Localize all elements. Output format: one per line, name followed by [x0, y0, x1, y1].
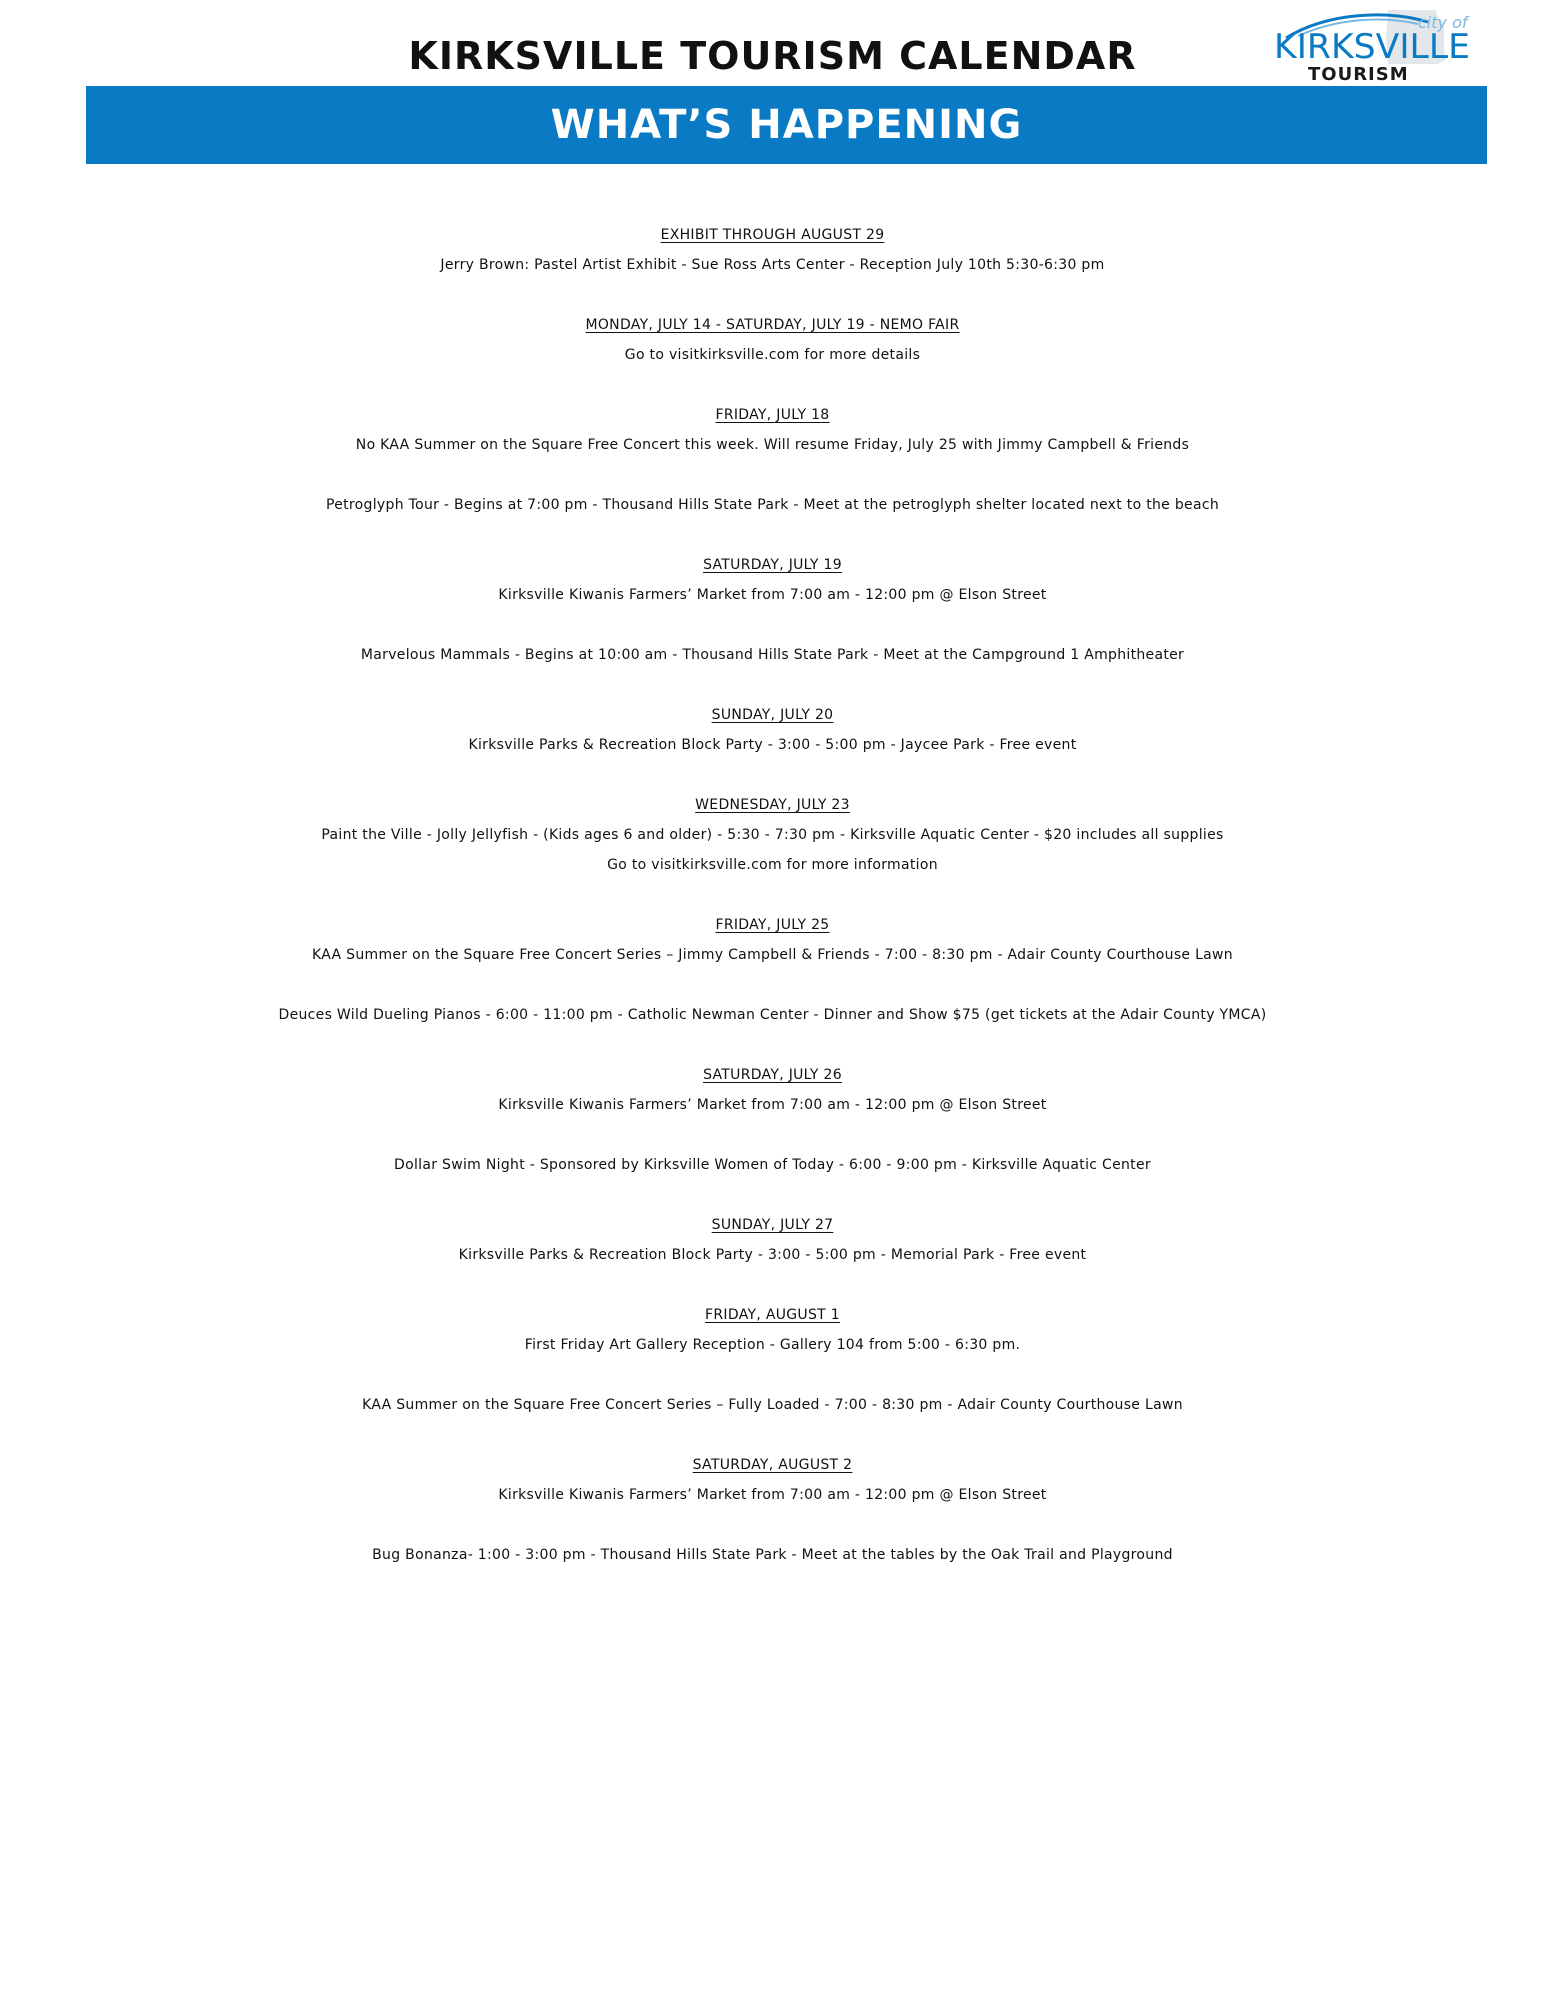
calendar-section [0, 1450, 1545, 1570]
event-line: Kirksville Parks & Recreation Block Party - 3:00 - 5:00 pm - Jaycee Park - Free event [468, 737, 1077, 753]
date-heading: WEDNESDAY, JULY 23 [695, 797, 850, 813]
date-heading: SATURDAY, JULY 19 [703, 557, 842, 573]
event-line: Bug Bonanza- 1:00 - 3:00 pm - Thousand Hills State Park - Meet at the tables by the Oak Trail and Playground [372, 1547, 1173, 1563]
event-spacer [0, 1510, 1545, 1540]
page-title: KIRKSVILLE TOURISM CALENDAR [408, 34, 1137, 78]
event-spacer [0, 460, 1545, 490]
event-line: KAA Summer on the Square Free Concert Series – Jimmy Campbell & Friends - 7:00 - 8:30 pm - Adair County Courthouse Lawn [312, 947, 1233, 963]
date-heading: SATURDAY, JULY 26 [703, 1067, 842, 1083]
date-heading: FRIDAY, AUGUST 1 [705, 1307, 840, 1323]
date-heading: SUNDAY, JULY 27 [711, 1217, 834, 1233]
event-line: Jerry Brown: Pastel Artist Exhibit - Sue Ross Arts Center - Reception July 10th 5:30-6:30 pm [440, 257, 1105, 273]
calendar-section [0, 910, 1545, 1030]
date-heading: FRIDAY, JULY 25 [715, 917, 830, 933]
event-line: Go to visitkirksville.com for more details [624, 347, 921, 363]
event-line: Kirksville Kiwanis Farmers’ Market from 7:00 am - 12:00 pm @ Elson Street [498, 1487, 1047, 1503]
event-line: Dollar Swim Night - Sponsored by Kirksville Women of Today - 6:00 - 9:00 pm - Kirksville Aquatic Center [394, 1157, 1151, 1173]
event-line: Kirksville Kiwanis Farmers’ Market from 7:00 am - 12:00 pm @ Elson Street [498, 1097, 1047, 1113]
date-heading: MONDAY, JULY 14 - SATURDAY, JULY 19 - NEMO FAIR [585, 317, 960, 333]
event-spacer [0, 970, 1545, 1000]
event-line: No KAA Summer on the Square Free Concert this week. Will resume Friday, July 25 with Jimmy Campbell & Friends [355, 437, 1190, 453]
calendar-section [0, 1060, 1545, 1180]
calendar-section [0, 400, 1545, 520]
calendar-section [0, 550, 1545, 670]
calendar-section [0, 700, 1545, 760]
kirksville-tourism-logo [1268, 8, 1478, 84]
event-line: Petroglyph Tour - Begins at 7:00 pm - Thousand Hills State Park - Meet at the petroglyph shelter located next to the beach [325, 497, 1219, 513]
calendar-section [0, 220, 1545, 280]
event-line: First Friday Art Gallery Reception - Gallery 104 from 5:00 - 6:30 pm. [524, 1337, 1021, 1353]
event-spacer [0, 610, 1545, 640]
event-line: Kirksville Kiwanis Farmers’ Market from 7:00 am - 12:00 pm @ Elson Street [498, 587, 1047, 603]
event-line: Marvelous Mammals - Begins at 10:00 am - Thousand Hills State Park - Meet at the Campground 1 Amphitheater [360, 647, 1185, 663]
date-heading: EXHIBIT THROUGH AUGUST 29 [660, 227, 885, 243]
event-line: Go to visitkirksville.com for more information [607, 857, 938, 873]
calendar-section [0, 310, 1545, 370]
banner-text: WHAT’S HAPPENING [550, 102, 1023, 148]
date-heading: SUNDAY, JULY 20 [711, 707, 834, 723]
event-line: Deuces Wild Dueling Pianos - 6:00 - 11:00 pm - Catholic Newman Center - Dinner and Show $75 (get tickets at the Adair County YMCA) [278, 1007, 1267, 1023]
calendar-section [0, 1210, 1545, 1270]
event-spacer [0, 1360, 1545, 1390]
event-line: Paint the Ville - Jolly Jellyfish - (Kids ages 6 and older) - 5:30 - 7:30 pm - Kirksville Aquatic Center - $20 includes all supplies [321, 827, 1224, 843]
event-line: KAA Summer on the Square Free Concert Series – Fully Loaded - 7:00 - 8:30 pm - Adair County Courthouse Lawn [362, 1397, 1183, 1413]
event-line: Kirksville Parks & Recreation Block Party - 3:00 - 5:00 pm - Memorial Park - Free event [458, 1247, 1087, 1263]
event-spacer [0, 1120, 1545, 1150]
logo-name-text: KIRKSVILLE [1274, 27, 1470, 67]
date-heading: SATURDAY, AUGUST 2 [692, 1457, 853, 1473]
logo-sub-text: TOURISM [1308, 64, 1409, 84]
whats-happening-banner [86, 86, 1487, 164]
date-heading: FRIDAY, JULY 18 [715, 407, 830, 423]
calendar-section [0, 1300, 1545, 1420]
logo-prefix-text: city of [1418, 13, 1468, 32]
calendar-section [0, 790, 1545, 880]
event-calendar [0, 220, 1545, 1600]
